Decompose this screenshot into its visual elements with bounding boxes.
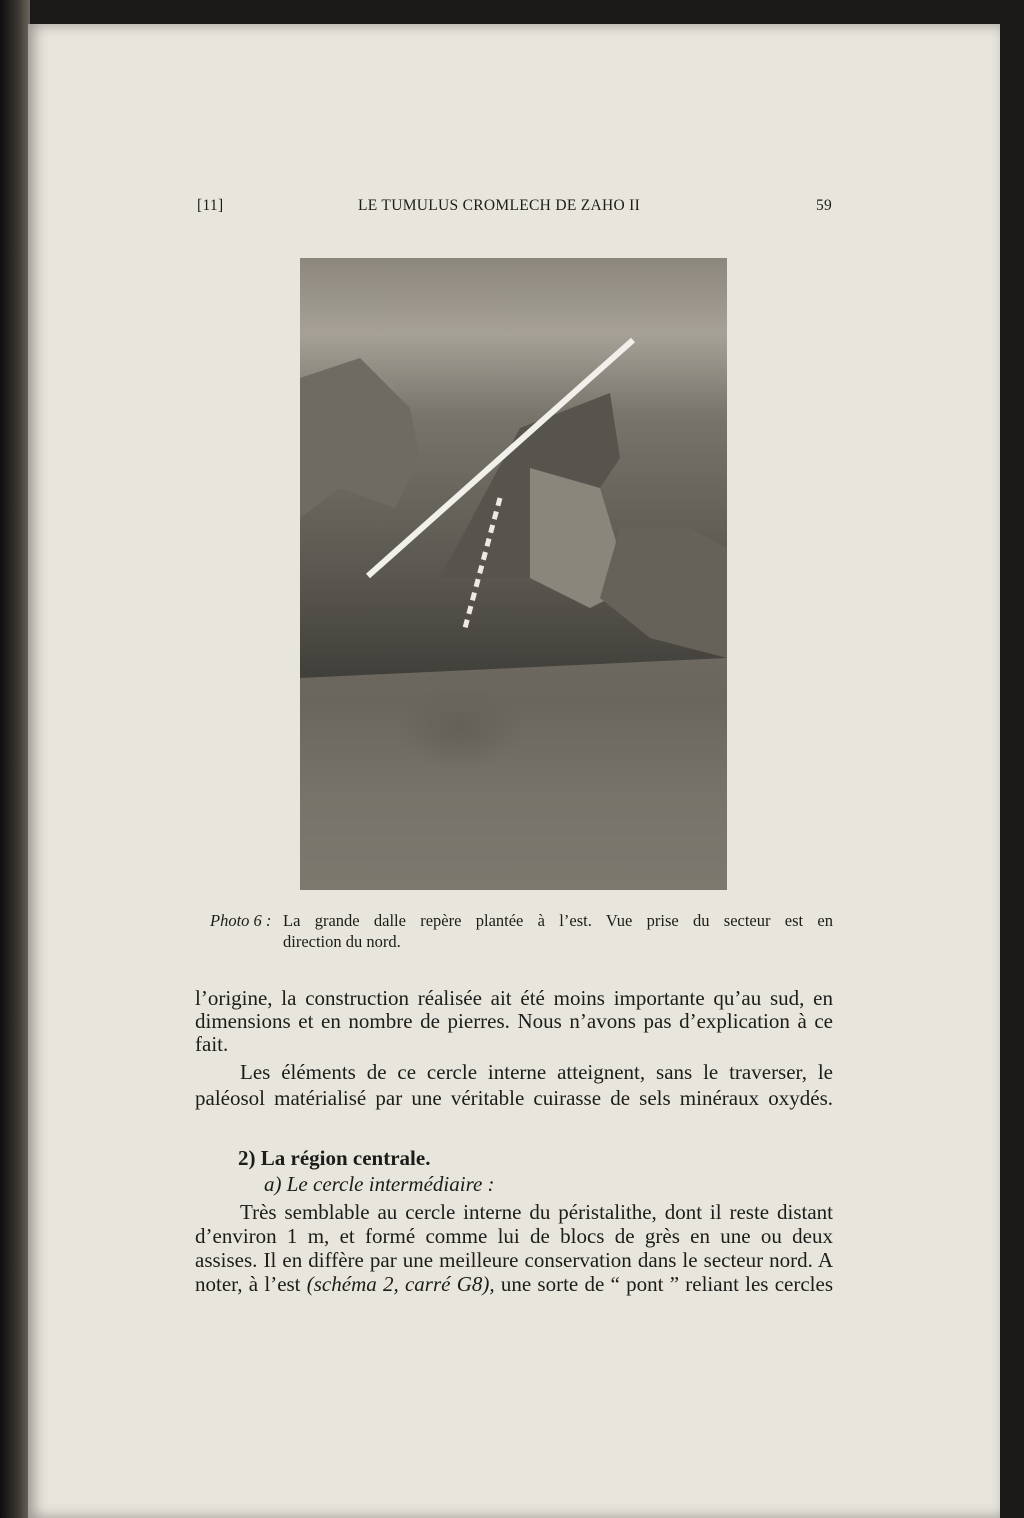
body-line: assises. Il en diffère par une meilleure conservation dans le secteur nord. A <box>195 1248 833 1272</box>
page-number: 59 <box>816 197 833 214</box>
body-line: Les éléments de ce cercle interne atteignent, sans le traverser, le <box>240 1060 833 1084</box>
photo-label: Photo 6 : <box>210 911 272 930</box>
running-title: LE TUMULUS CROMLECH DE ZAHO II <box>358 197 641 214</box>
photo-excavation <box>300 258 727 890</box>
book-spine <box>0 0 30 1518</box>
reference-italic: (schéma 2, carré G8), <box>306 1272 495 1296</box>
text: noter, à l’est <box>195 1272 307 1296</box>
section-heading: 2) La région centrale. <box>238 1146 431 1170</box>
body-line: l’origine, la construction réalisée ait été moins importante qu’au sud, en <box>195 986 833 1010</box>
header-section-number: [11] <box>197 197 224 214</box>
body-line <box>195 1272 833 1296</box>
caption-line: La grande dalle repère plantée à l’est. Vue prise du secteur est en <box>283 911 833 930</box>
body-line: fait. <box>195 1032 229 1056</box>
body-line: Très semblable au cercle interne du péristalithe, dont il reste distant <box>240 1200 833 1224</box>
text: une sorte de “ pont ” reliant les cercles <box>494 1272 833 1296</box>
body-line: dimensions et en nombre de pierres. Nous n’avons pas d’explication à ce <box>195 1009 833 1033</box>
photo-ruler-illustration <box>300 258 727 890</box>
subsection-heading: a) Le cercle intermédiaire : <box>264 1172 495 1196</box>
body-line: d’environ 1 m, et formé comme lui de blocs de grès en une ou deux <box>195 1224 833 1248</box>
caption-line: direction du nord. <box>283 932 401 951</box>
body-line: paléosol matérialisé par une véritable cuirasse de sels minéraux oxydés. <box>195 1086 833 1110</box>
